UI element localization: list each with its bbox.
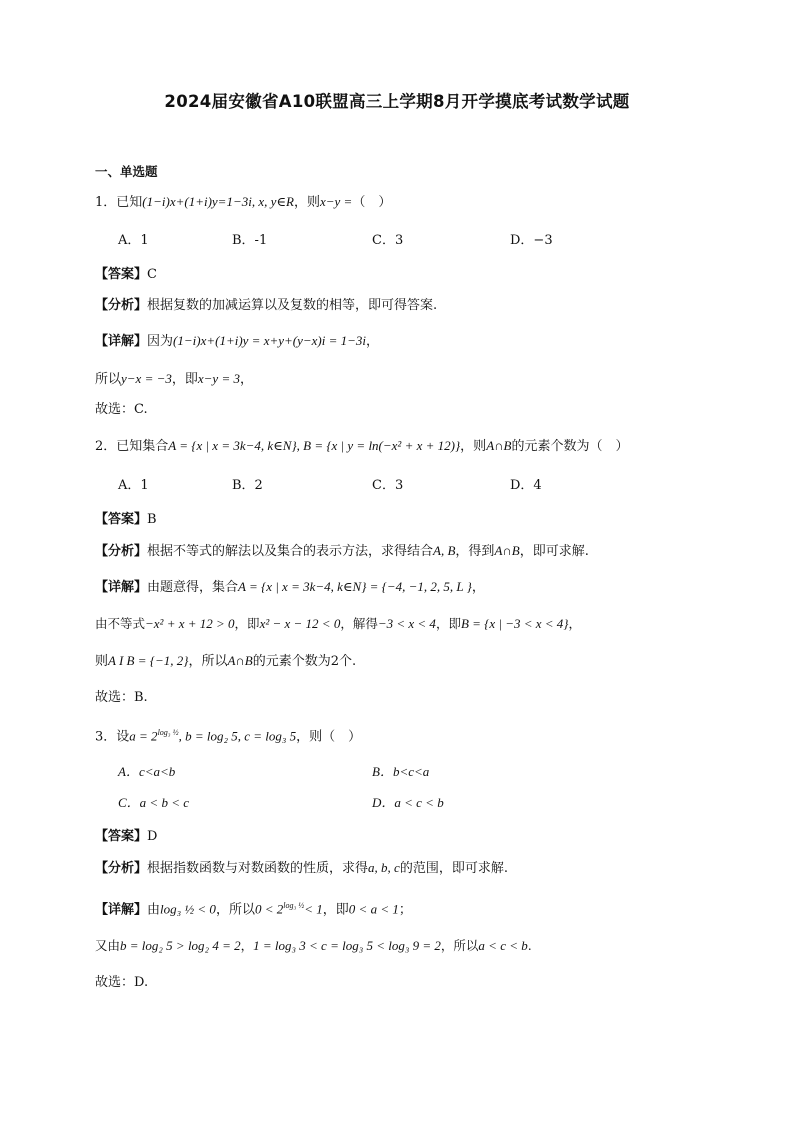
q3-option-b: B．b<c<a (372, 764, 430, 779)
q3-option-d: D．a < c < b (372, 795, 444, 810)
q2-option-d: D．4 (510, 478, 542, 493)
q2-analysis: 【分析】根据不等式的解法以及集合的表示方法，求得结合A, B，得到A∩B，即可求解. (95, 543, 589, 559)
q2-answer: 【答案】B (95, 512, 157, 527)
q2-option-b: B．2 (232, 478, 263, 493)
q2-option-c: C．3 (372, 478, 404, 493)
question-3-stem: 3．设$a = 2^{log_3 \frac{1}{2}}$, b = log₂ 5, c = log₃ 5，则（ ） (95, 728, 362, 745)
q2-detail-line2: 由不等式−x² + x + 12 > 0，即x² − x − 12 < 0，解得−3 < x < 4，即B = {x | −3 < x < 4}， (95, 616, 582, 631)
q3-detail: 【详解】由log₃ ½ < 0，所以$0 < 2^{log_3 \frac{1}{2}}< 1$，即0 < a < 1； (95, 901, 412, 918)
q1-option-b: B．-1 (232, 233, 268, 248)
q3-option-a: A．c<a<b (118, 764, 176, 779)
q2-detail-line3: 则A I B = {−1, 2}，所以A∩B的元素个数为2个. (95, 653, 357, 669)
q2-detail: 【详解】由题意得，集合A = {x | x = 3k−4, k∈N} = {−4, −1, 2, 5, L }， (95, 579, 485, 595)
q3-conclusion: 故选：D. (95, 975, 149, 990)
question-1-stem: 1．已知(1−i)x+(1+i)y=1−3i, x, y∈R，则x−y =（ ） (95, 194, 392, 210)
q1-option-c: C．3 (372, 233, 404, 248)
question-2-stem: 2．已知集合A = {x | x = 3k−4, k∈N}, B = {x | y = ln(−x² + x + 12)}，则A∩B的元素个数为（ ） (95, 438, 629, 454)
q3-option-c: C．a < b < c (118, 795, 189, 810)
q2-option-a: A．1 (118, 478, 149, 493)
document-title: 2024届安徽省A10联盟高三上学期8月开学摸底考试数学试题 (164, 92, 630, 111)
q1-conclusion: 故选：C. (95, 402, 148, 417)
q1-answer: 【答案】C (95, 267, 157, 282)
q1-detail: 【详解】因为(1−i)x+(1+i)y = x+y+(y−x)i = 1−3i， (95, 333, 380, 349)
q1-detail-line2: 所以y−x = −3，即x−y = 3， (95, 371, 253, 387)
q3-detail-line2: 又由b = log₂ 5 > log₂ 4 = 2，1 = log₃ 3 < c = log₃ 5 < log₃ 9 = 2，所以a < c < b. (95, 938, 532, 953)
q1-option-a: A．1 (118, 233, 149, 248)
q3-answer: 【答案】D (95, 829, 158, 844)
q3-analysis: 【分析】根据指数函数与对数函数的性质，求得a, b, c的范围，即可求解. (95, 860, 508, 876)
q1-analysis: 【分析】根据复数的加减运算以及复数的相等，即可得答案. (95, 298, 438, 313)
section-heading: 一、单选题 (95, 164, 158, 179)
q1-option-d: D．−3 (510, 233, 553, 248)
q2-conclusion: 故选：B. (95, 690, 148, 705)
